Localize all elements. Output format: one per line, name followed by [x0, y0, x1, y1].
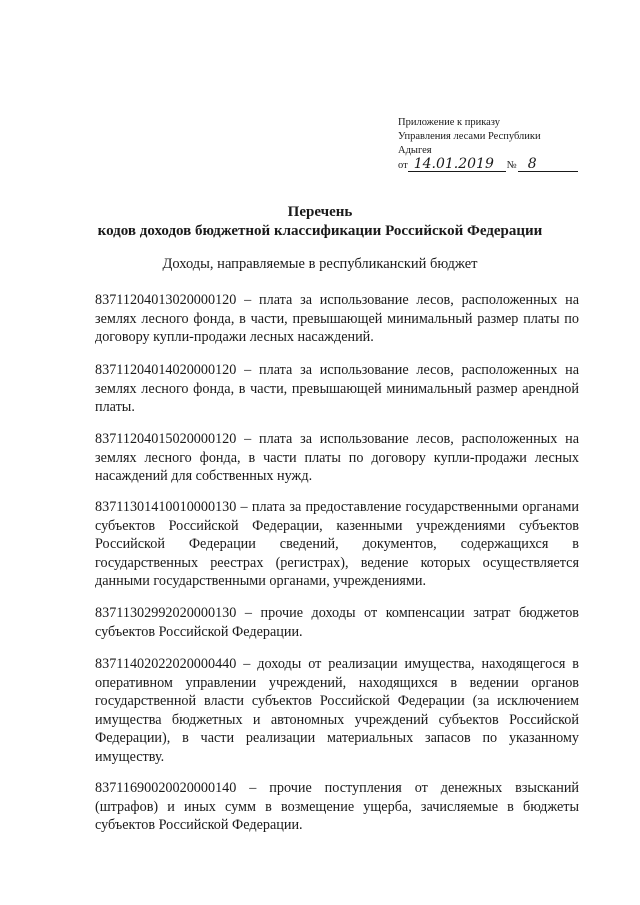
approval-line-3: Адыгея [398, 145, 432, 156]
revenue-code-entry: 83711204013020000120 – плата за использование лесов, расположенных на землях лесного фонда, в части, превышающей минимальный размер платы по договору купли-продажи лесных насаждений. [95, 292, 579, 345]
handwritten-date: 14.01.2019 [408, 158, 506, 172]
approval-block [398, 116, 598, 173]
revenue-code-entry: 83711204015020000120 – плата за использование лесов, расположенных на землях лесного фонда, в части платы по договору купли-продажи лесных насаждений для собственных нужд. [95, 431, 579, 484]
document-title: Перечень [287, 204, 353, 220]
date-prefix: от [398, 160, 408, 171]
section-heading: Доходы, направляемые в республиканский бюджет [162, 256, 478, 272]
revenue-code-entry: 83711302992020000130 – прочие доходы от компенсации затрат бюджетов субъектов Российской Федерации. [95, 605, 579, 640]
revenue-code-entry: 83711690020020000140 – прочие поступления от денежных взысканий (штрафов) и иных сумм в возмещение ущерба, зачисляемые в бюджеты субъектов Российской Федерации. [95, 780, 579, 833]
document-title-subline: кодов доходов бюджетной классификации Российской Федерации [97, 223, 543, 239]
revenue-code-entry: 83711204014020000120 – плата за использование лесов, расположенных на землях лесного фонда, в части, превышающей минимальный размер арендной платы. [95, 362, 579, 415]
number-sign: № [506, 160, 517, 171]
revenue-code-entry: 83711402022020000440 – доходы от реализации имущества, находящегося в оперативном управлении учреждений, находящихся в ведении органов государственной власти субъектов Российской Федерации (за исключением имущества бюджетных и автономных учреждений субъектов Российской Федерации), в части реализации материальных запасов по указанному имуществу. [95, 656, 579, 765]
approval-line-2: Управления лесами Республики [398, 131, 541, 142]
approval-line-1: Приложение к приказу [398, 117, 500, 128]
approval-date-line [398, 158, 598, 173]
revenue-code-entry: 83711301410010000130 – плата за предоставление государственными органами субъектов Российской Федерации, казенными учреждениями субъектов Российской Федерации сведений, документов, содержащихся в государственных реестрах (регистрах), ведение которых осуществляется данными государственными органами, учреждениями. [95, 499, 579, 589]
handwritten-number: 8 [518, 158, 578, 172]
